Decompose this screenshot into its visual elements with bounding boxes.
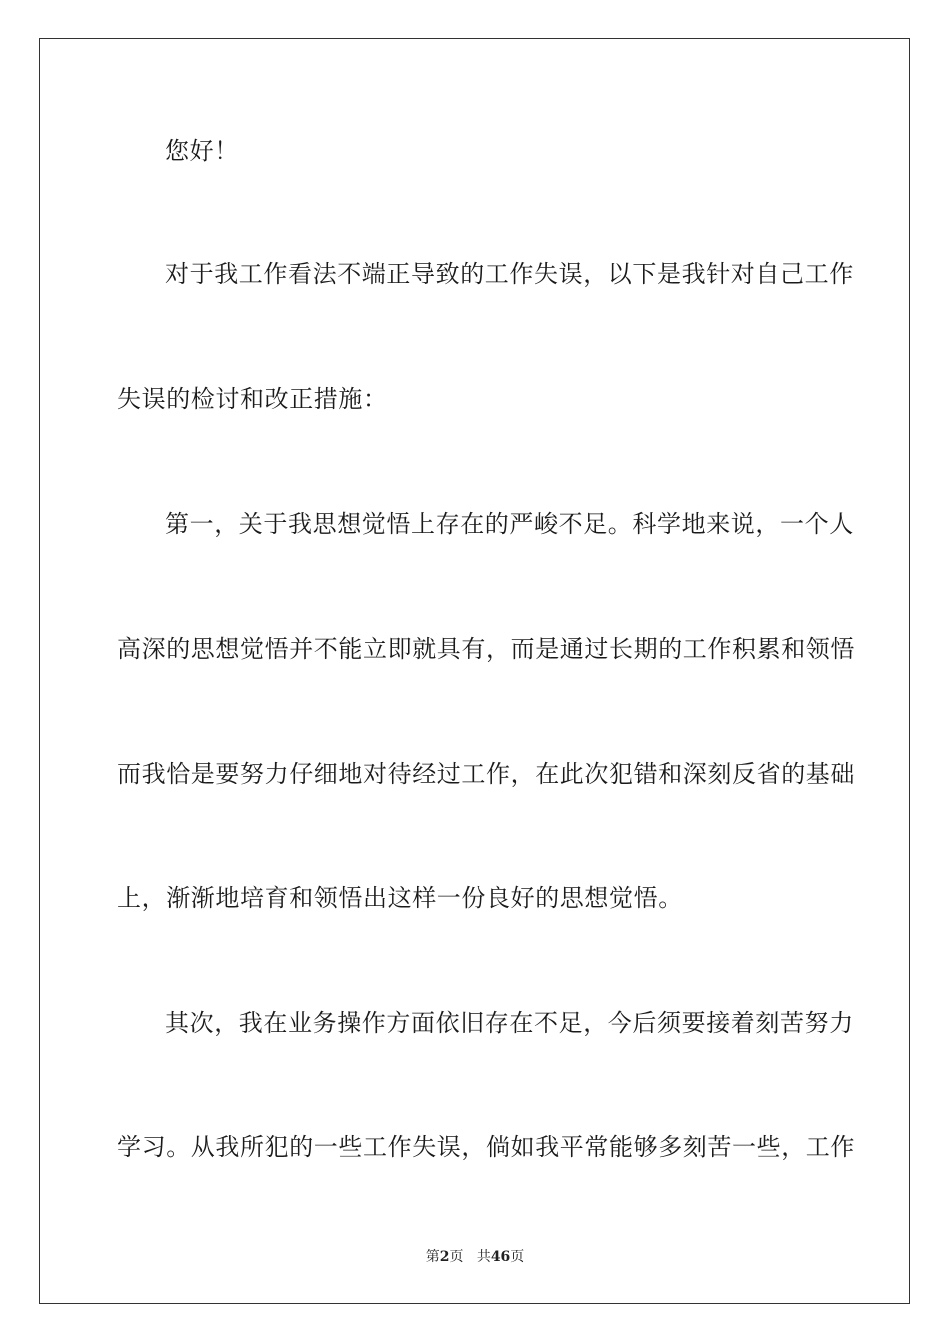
paragraph-line: 失误的检讨和改正措施：: [117, 385, 388, 413]
paragraph-line: 而我恰是要努力仔细地对待经过工作，在此次犯错和深刻反省的基础: [117, 760, 855, 788]
paragraph-line: 第一，关于我思想觉悟上存在的严峻不足。科学地来说，一个人: [165, 510, 854, 538]
greeting-line: 您好！: [165, 137, 239, 165]
page-number: 2: [439, 1249, 450, 1265]
paragraph-line: 其次，我在业务操作方面依旧存在不足，今后须要接着刻苦努力: [165, 1009, 854, 1037]
total-prefix: 共: [476, 1249, 491, 1265]
page-suffix: 页: [449, 1249, 464, 1265]
page-prefix: 第: [425, 1249, 440, 1265]
total-pages: 46: [490, 1249, 511, 1265]
total-suffix: 页: [510, 1249, 525, 1265]
paragraph-line: 对于我工作看法不端正导致的工作失误，以下是我针对自己工作: [165, 260, 854, 288]
page-border: [39, 38, 910, 1304]
page-footer: [0, 1248, 950, 1266]
paragraph-line: 学习。从我所犯的一些工作失误，倘如我平常能够多刻苦一些，工作: [117, 1133, 855, 1161]
paragraph-line: 高深的思想觉悟并不能立即就具有，而是通过长期的工作积累和领悟: [117, 635, 855, 663]
paragraph-line: 上，渐渐地培育和领悟出这样一份良好的思想觉悟。: [117, 884, 683, 912]
